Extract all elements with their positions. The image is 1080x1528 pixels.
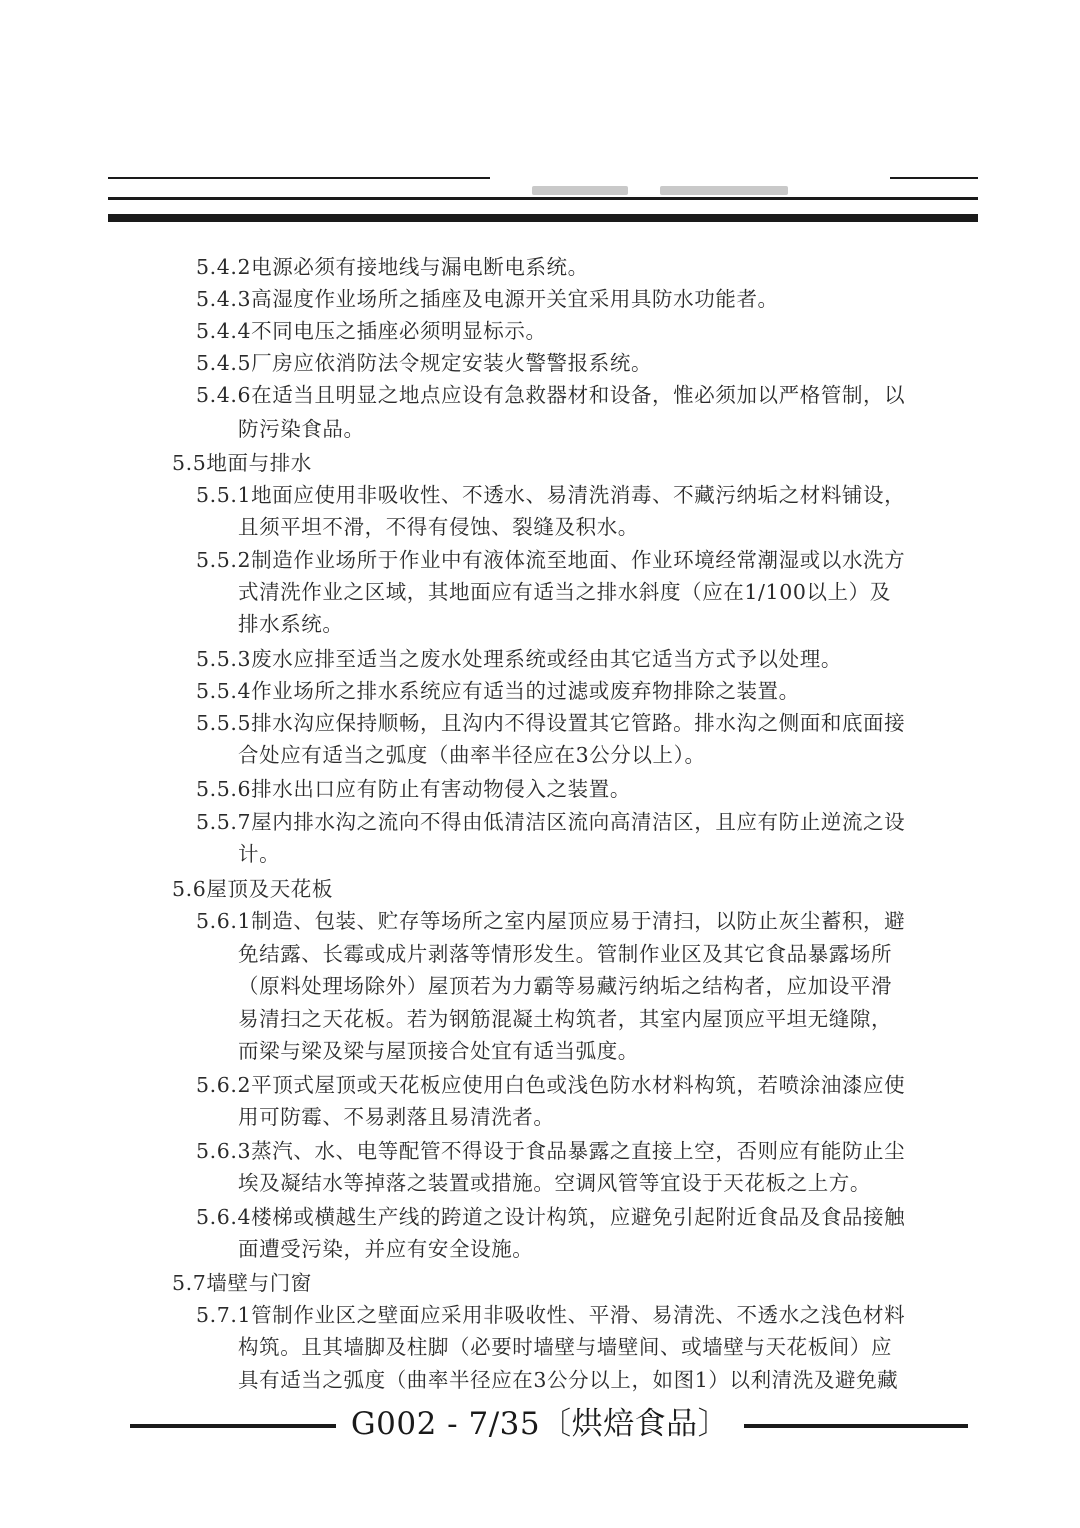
clause-5-4-3: 5.4.3高湿度作业场所之插座及电源开关宜采用具防水功能者。: [196, 287, 779, 311]
clause-5-5-7: 5.5.7屋内排水沟之流向不得由低清洁区流向高清洁区，且应有防止逆流之设: [196, 810, 906, 834]
clause-5-4-4: 5.4.4不同电压之插座必须明显标示。: [196, 319, 547, 343]
clause-5-5-5: 5.5.5排水沟应保持顺畅，且沟内不得设置其它管路。排水沟之侧面和底面接: [196, 711, 906, 735]
clause-5-5-1-cont: 且须平坦不滑，不得有侵蚀、裂缝及积水。: [238, 515, 639, 539]
section-5-6-heading: 5.6屋顶及天花板: [172, 877, 334, 901]
clause-5-5-6: 5.5.6排水出口应有防止有害动物侵入之装置。: [196, 777, 631, 801]
clause-5-6-4-cont: 面遭受污染，并应有安全设施。: [238, 1237, 534, 1261]
clause-5-6-1-cont-4: 而梁与梁及梁与屋顶接合处宜有适当弧度。: [238, 1039, 639, 1063]
clause-5-5-5-cont: 合处应有适当之弧度（曲率半径应在3公分以上）。: [238, 743, 706, 767]
clause-5-5-2: 5.5.2制造作业场所于作业中有液体流至地面、作业环境经常潮湿或以水洗方: [196, 548, 906, 572]
clause-5-6-1-cont-3: 易清扫之天花板。若为钢筋混凝土构筑者，其室内屋顶应平坦无缝隙，: [238, 1007, 893, 1031]
header-rule-top-right: [890, 177, 978, 179]
clause-5-4-6-cont: 防污染食品。: [238, 417, 365, 441]
clause-5-6-1: 5.6.1制造、包装、贮存等场所之室内屋顶应易于清扫，以防止灰尘蓄积，避: [196, 909, 906, 933]
clause-5-5-1: 5.5.1地面应使用非吸收性、不透水、易清洗消毒、不藏污纳垢之材料铺设，: [196, 483, 906, 507]
clause-5-7-1: 5.7.1管制作业区之壁面应采用非吸收性、平滑、易清洗、不透水之浅色材料: [196, 1303, 906, 1327]
section-5-5-heading: 5.5地面与排水: [172, 451, 312, 475]
clause-5-6-2: 5.6.2平顶式屋顶或天花板应使用白色或浅色防水材料构筑，若喷涂油漆应使: [196, 1073, 906, 1097]
clause-5-5-7-cont: 计。: [238, 842, 281, 866]
clause-5-4-5: 5.4.5厂房应依消防法令规定安装火警警报系统。: [196, 351, 653, 375]
clause-5-6-3: 5.6.3蒸汽、水、电等配管不得设于食品暴露之直接上空，否则应有能防止尘: [196, 1139, 906, 1163]
clause-5-4-2: 5.4.2电源必须有接地线与漏电断电系统。: [196, 255, 589, 279]
clause-5-7-1-cont-1: 构筑。且其墙脚及柱脚（必要时墙壁与墙壁间、或墙壁与天花板间）应: [238, 1335, 893, 1359]
clause-5-6-2-cont: 用可防霉、不易剥落且易清洗者。: [238, 1105, 555, 1129]
clause-5-5-2-cont-1: 式清洗作业之区域，其地面应有适当之排水斜度（应在1/100以上）及: [238, 580, 891, 604]
clause-5-7-1-cont-2: 具有适当之弧度（曲率半径应在3公分以上，如图1）以利清洗及避免藏: [238, 1368, 899, 1392]
header-tab-gray-2: [660, 186, 788, 195]
clause-5-6-4: 5.6.4楼梯或横越生产线的跨道之设计构筑，应避免引起附近食品及食品接触: [196, 1205, 906, 1229]
clause-5-4-6: 5.4.6在适当且明显之地点应设有急救器材和设备，惟必须加以严格管制，以: [196, 383, 906, 407]
clause-5-5-3: 5.5.3废水应排至适当之废水处理系统或经由其它适当方式予以处理。: [196, 647, 842, 671]
header-rule-thick: [108, 214, 978, 222]
page-footer: G002 - 7/35〔烘焙食品〕: [350, 1406, 730, 1442]
section-5-7-heading: 5.7墙壁与门窗: [172, 1271, 312, 1295]
clause-5-6-3-cont: 埃及凝结水等掉落之装置或措施。空调风管等宜设于天花板之上方。: [238, 1171, 871, 1195]
clause-5-5-4: 5.5.4作业场所之排水系统应有适当的过滤或废弃物排除之装置。: [196, 679, 800, 703]
header-rule-mid: [108, 197, 978, 200]
clause-5-6-1-cont-1: 免结露、长霉或成片剥落等情形发生。管制作业区及其它食品暴露场所: [238, 942, 893, 966]
footer-rule-right: [744, 1424, 968, 1428]
clause-5-6-1-cont-2: （原料处理场除外）屋顶若为力霸等易藏污纳垢之结构者，应加设平滑: [238, 974, 893, 998]
clause-5-5-2-cont-2: 排水系统。: [238, 612, 344, 636]
header-tab-gray-1: [532, 186, 628, 195]
header-rule-top-left: [108, 177, 490, 179]
